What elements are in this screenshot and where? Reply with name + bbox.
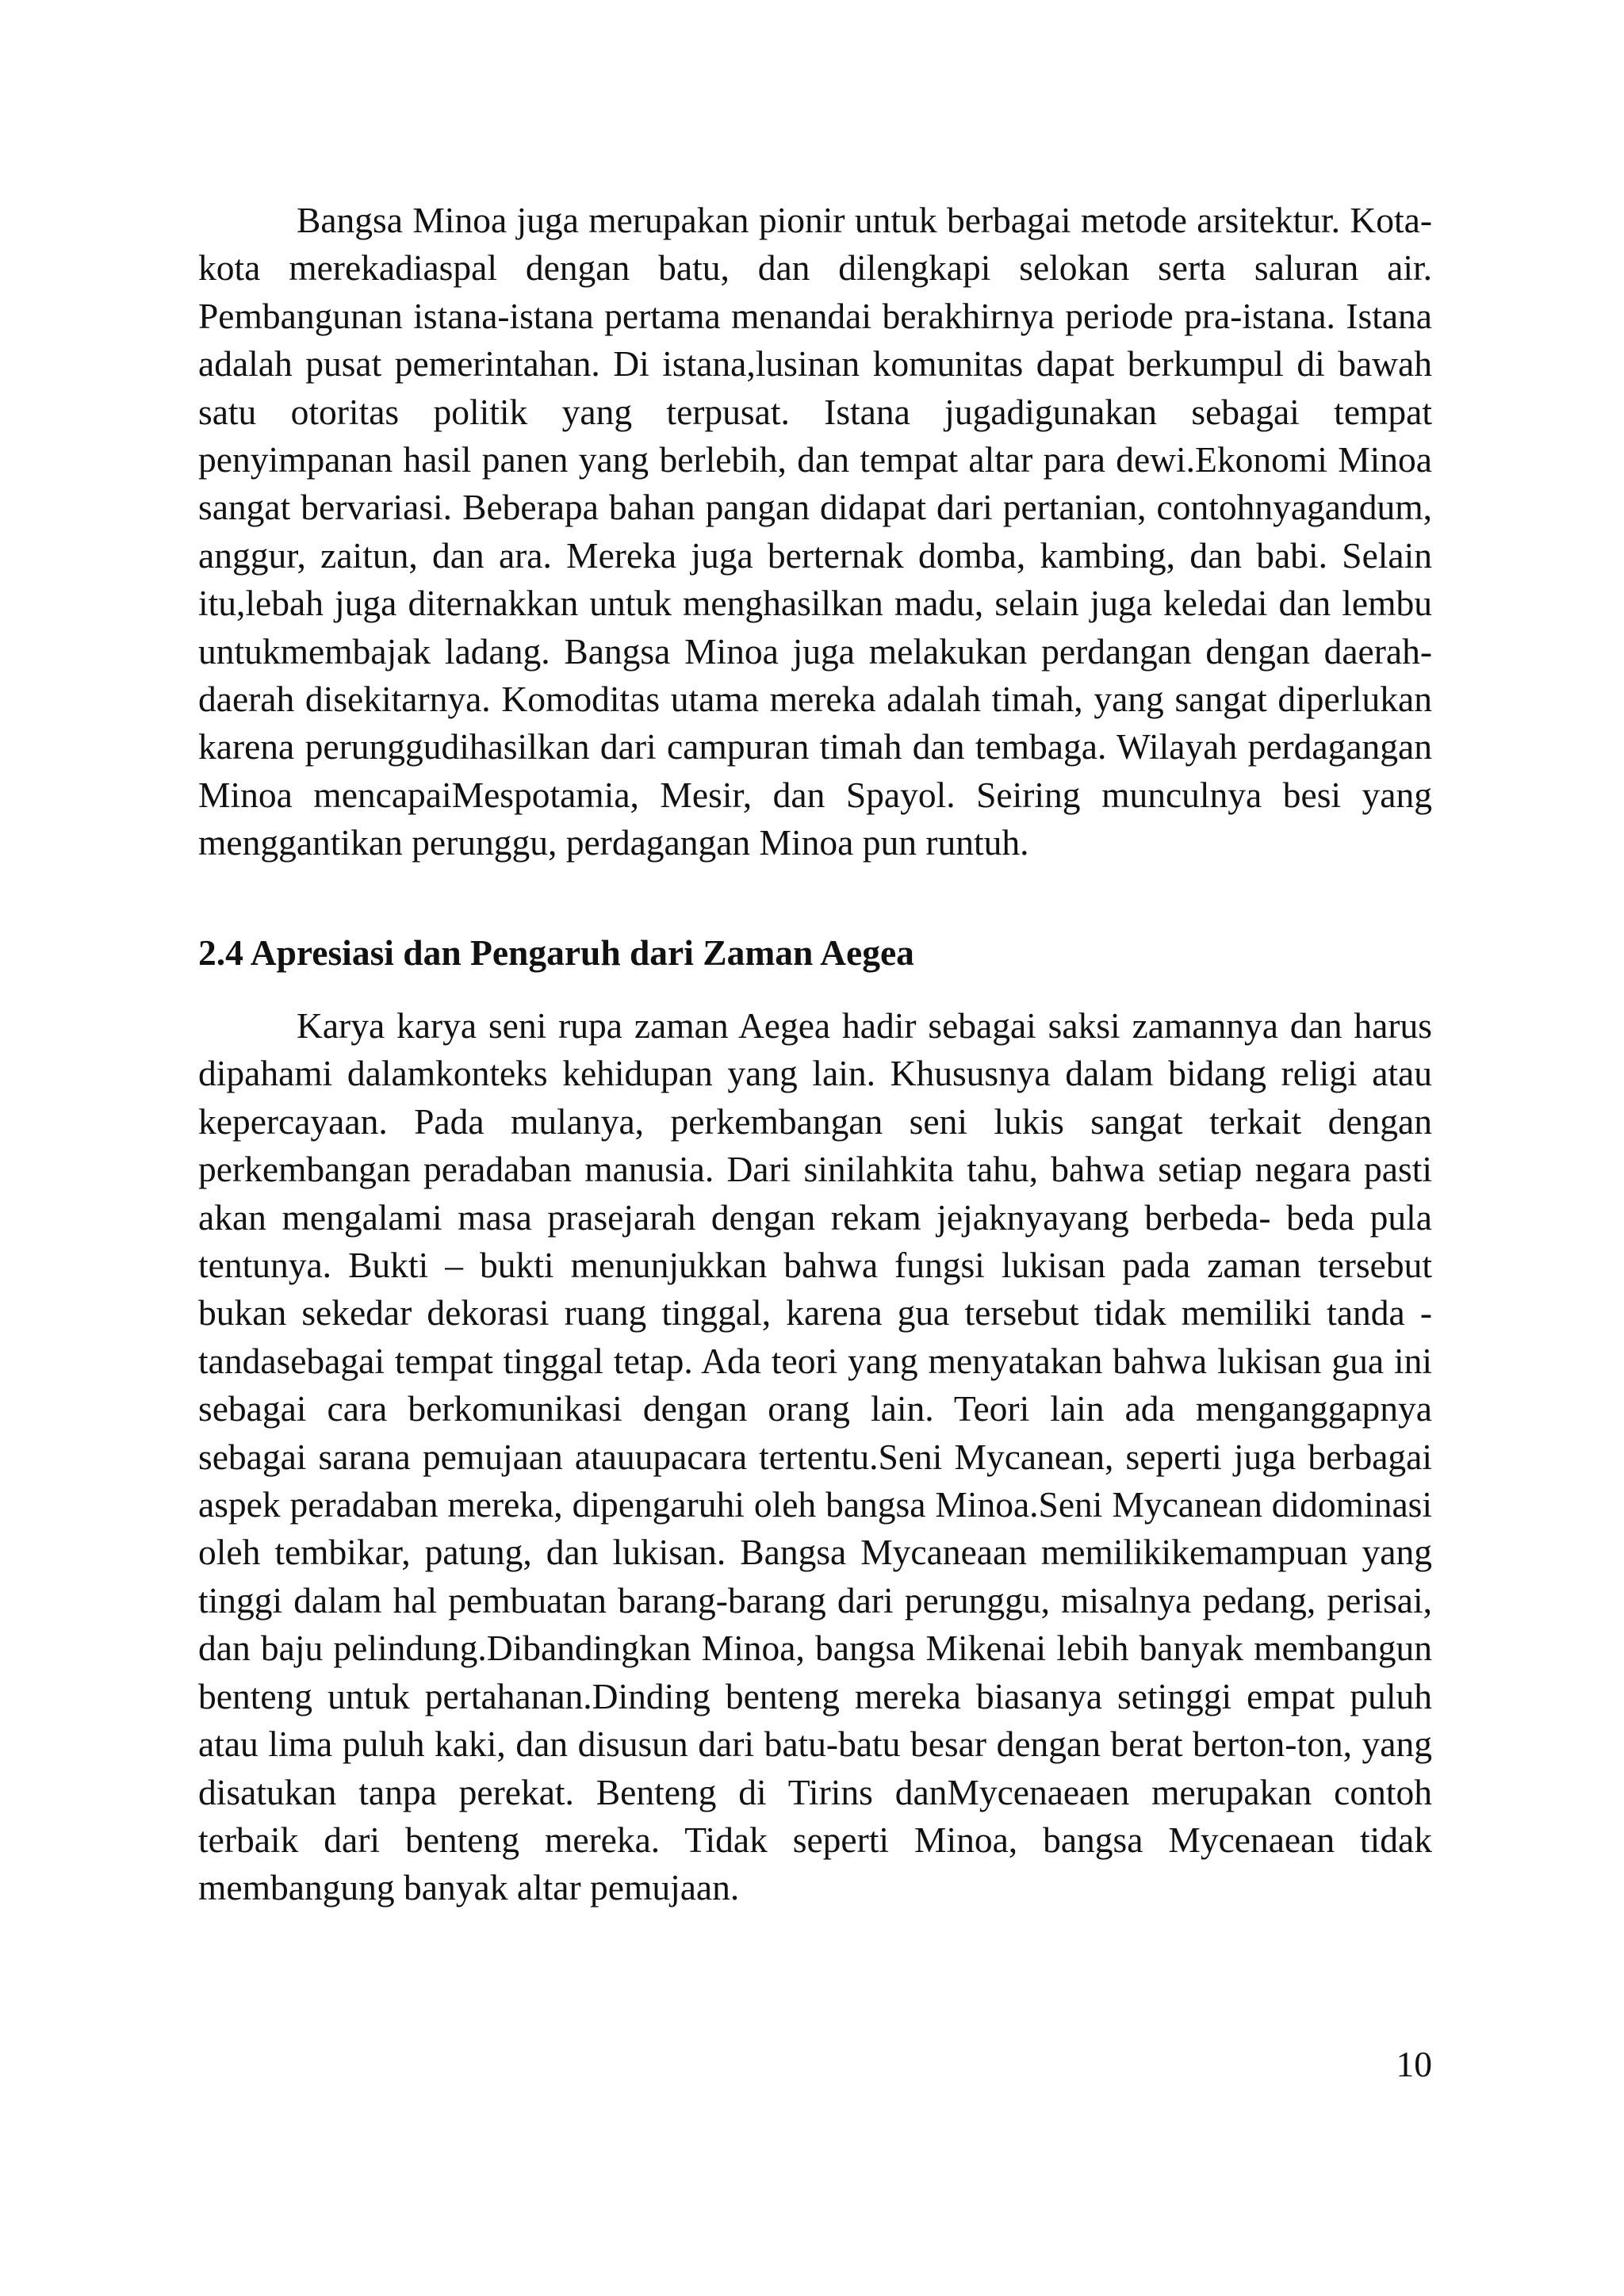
paragraph-aegean-art-appreciation: Karya karya seni rupa zaman Aegea hadir sebagai saksi zamannya dan harus dipahami dalamkonteks kehidupan yang lain. Khususnya dalam bidang religi atau kepercayaan. Pada mulanya, perkembangan seni lukis sangat terkait dengan perkembangan peradaban manusia. Dari sinilahkita tahu, bahwa setiap negara pasti akan mengalami masa prasejarah dengan rekam jejaknyayang berbeda- beda pula tentunya. Bukti – bukti menunjukkan bahwa fungsi lukisan pada zaman tersebut bukan sekedar dekorasi ruang tinggal, karena gua tersebut tidak memiliki tanda - tandasebagai tempat tinggal tetap. Ada teori yang menyatakan bahwa lukisan gua ini sebagai cara berkomunikasi dengan orang lain. Teori lain ada menganggapnya sebagai sarana pemujaan atauupacara tertentu.Seni Mycanean, seperti juga berbagai aspek peradaban mereka, dipengaruhi oleh bangsa Minoa.Seni Mycanean didominasi oleh tembikar, patung, dan lukisan. Bangsa Mycaneaan memilikikemampuan yang tinggi dalam hal pembuatan barang-barang dari perunggu, misalnya pedang, perisai, dan baju pelindung.Dibandingkan Minoa, bangsa Mikenai lebih banyak membangun benteng untuk pertahanan.Dinding benteng mereka biasanya setinggi empat puluh atau lima puluh kaki, dan disusun dari batu-batu besar dengan berat berton-ton, yang disatukan tanpa perekat. Benteng di Tirins danMycenaeaen merupakan contoh terbaik dari benteng mereka. Tidak seperti Minoa, bangsa Mycenaean tidak membangung banyak altar pemujaan. xyxy=(198,1005,1432,1908)
section-heading: 2.4 Apresiasi dan Pengaruh dari Zaman Aegea xyxy=(198,932,914,973)
paragraph-minoa-architecture-economy: Bangsa Minoa juga merupakan pionir untuk berbagai metode arsitektur. Kota-kota merekadiaspal dengan batu, dan dilengkapi selokan serta saluran air. Pembangunan istana-istana pertama menandai berakhirnya periode pra-istana. Istana adalah pusat pemerintahan. Di istana,lusinan komunitas dapat berkumpul di bawah satu otoritas politik yang terpusat. Istana jugadigunakan sebagai tempat penyimpanan hasil panen yang berlebih, dan tempat altar para dewi.Ekonomi Minoa sangat bervariasi. Beberapa bahan pangan didapat dari pertanian, contohnyagandum, anggur, zaitun, dan ara. Mereka juga berternak domba, kambing, dan babi. Selain itu,lebah juga diternakkan untuk menghasilkan madu, selain juga keledai dan lembu untukmembajak ladang. Bangsa Minoa juga melakukan perdangan dengan daerah-daerah disekitarnya. Komoditas utama mereka adalah timah, yang sangat diperlukan karena perunggudihasilkan dari campuran timah dan tembaga. Wilayah perdagangan Minoa mencapaiMespotamia, Mesir, dan Spayol. Seiring munculnya besi yang menggantikan perunggu, perdagangan Minoa pun runtuh. xyxy=(198,200,1432,863)
page-number: 10 xyxy=(1396,2044,1432,2084)
